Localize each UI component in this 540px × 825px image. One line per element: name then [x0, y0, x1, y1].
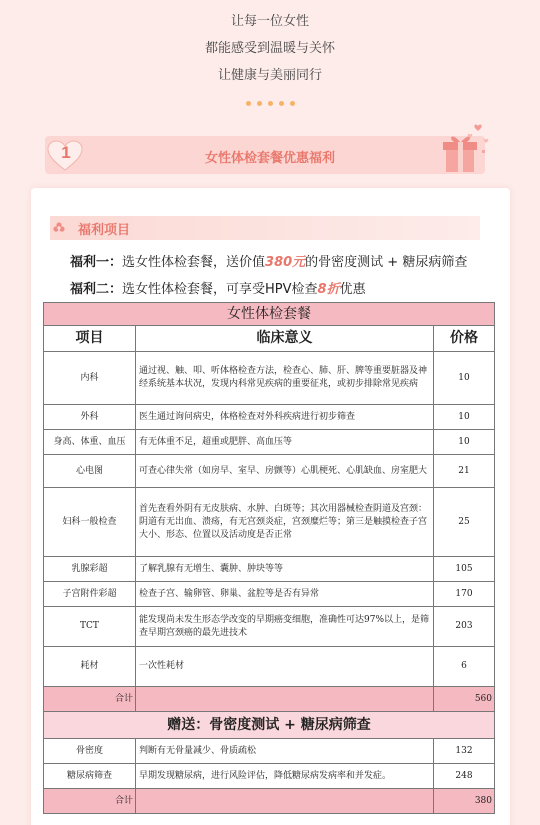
intro-line-1: 让每一位女性 [230, 14, 309, 29]
benefit-2-text-post: 优惠 [339, 282, 366, 297]
gift-box-icon [440, 118, 492, 174]
table-row [44, 352, 495, 405]
row-item: 身高、体重、血压 [44, 430, 136, 455]
row-meaning: 可查心律失常（如房早、室早、房颤等）心肌梗死、心肌缺血、房室肥大 [136, 455, 434, 488]
col-header-meaning: 临床意义 [136, 326, 434, 352]
row-meaning: 通过视、触、叩、听体格检查方法，检查心、肺、肝、脾等重要脏器及神经系统基本状况，发现内科常见疾病的重要征兆，或初步排除常见疾病 [136, 352, 434, 405]
row-meaning: 医生通过询问病史，体格检查对外科疾病进行初步筛查 [136, 405, 434, 430]
row-price: 21 [434, 455, 495, 488]
gift-meaning: 判断有无骨量减少、骨质疏松 [136, 739, 434, 764]
benefit-1-value: 380元 [265, 255, 306, 270]
gift-price: 248 [434, 764, 495, 789]
gift-total-spacer [136, 789, 434, 814]
row-price: 203 [434, 607, 495, 647]
row-price: 10 [434, 352, 495, 405]
row-item: 耗材 [44, 647, 136, 687]
table-title: 女性体检套餐 [44, 303, 495, 326]
row-item: 乳腺彩超 [44, 557, 136, 582]
benefit-2-label: 福利二： [70, 282, 123, 297]
table-row [44, 488, 495, 557]
table-row [44, 430, 495, 455]
total-row [44, 687, 495, 712]
row-meaning: 了解乳腺有无增生、囊肿、肿块等等 [136, 557, 434, 582]
gift-item: 骨密度 [44, 739, 136, 764]
table-row [44, 607, 495, 647]
gift-total-value: 380 [434, 789, 495, 814]
table-row [44, 582, 495, 607]
col-header-item: 项目 [44, 326, 136, 352]
gift-row [44, 764, 495, 789]
gift-total-label: 合计 [44, 789, 136, 814]
intro-text [0, 0, 540, 105]
table-row [44, 647, 495, 687]
row-price: 25 [434, 488, 495, 557]
total-spacer [136, 687, 434, 712]
section-number: 1 [61, 143, 71, 162]
gift-title-row [44, 712, 495, 739]
table-row [44, 557, 495, 582]
checkup-package-table [43, 302, 495, 814]
table-header-row [44, 326, 495, 352]
row-meaning: 一次性耗材 [136, 647, 434, 687]
row-item: 妇科一般检查 [44, 488, 136, 557]
intro-line-2: 都能感受到温暖与关怀 [204, 41, 335, 56]
row-price: 170 [434, 582, 495, 607]
table-row [44, 405, 495, 430]
gift-row [44, 739, 495, 764]
table-title-row [44, 303, 495, 326]
total-label: 合计 [44, 687, 136, 712]
row-meaning: 有无体重不足，超重或肥胖、高血压等 [136, 430, 434, 455]
gift-total-row [44, 789, 495, 814]
benefit-2-text-pre: 选女性体检套餐，可享受HPV检查 [122, 282, 318, 297]
benefit-1-text-post: 的骨密度测试 + 糖尿病筛查 [305, 255, 468, 270]
col-header-price: 价格 [434, 326, 495, 352]
row-item: TCT [44, 607, 136, 647]
gift-item: 糖尿病筛查 [44, 764, 136, 789]
row-price: 105 [434, 557, 495, 582]
row-item: 内科 [44, 352, 136, 405]
row-price: 6 [434, 647, 495, 687]
benefit-1-label: 福利一： [70, 255, 123, 270]
row-item: 外科 [44, 405, 136, 430]
intro-line-3: 让健康与美丽同行 [217, 68, 322, 83]
row-item: 子宫附件彩超 [44, 582, 136, 607]
benefit-2 [70, 278, 366, 297]
benefit-2-value: 8折 [317, 282, 340, 297]
benefit-1-text-pre: 选女性体检套餐，送价值 [122, 255, 266, 270]
benefits-section-title: 福利项目 [78, 223, 131, 238]
row-meaning: 能发现尚未发生形态学改变的早期癌变细胞，准确性可达97%以上，是筛查早期宫颈癌的最先进技术 [136, 607, 434, 647]
row-meaning: 首先查看外阴有无皮肤病、水肿、白斑等；其次用器械检查阴道及宫颈：阴道有无出血、溃疡，有无宫颈炎症，宫颈糜烂等；第三是触摸检查子宫大小、形态、位置以及活动度是否正常 [136, 488, 434, 557]
benefit-1 [70, 251, 467, 270]
row-item: 心电图 [44, 455, 136, 488]
banner-title: 女性体检套餐优惠福利 [204, 151, 335, 166]
row-price: 10 [434, 405, 495, 430]
flower-icon [53, 222, 65, 234]
total-value: 560 [434, 687, 495, 712]
row-meaning: 检查子宫、输卵管、卵巢、盆腔等是否有异常 [136, 582, 434, 607]
decorative-dots [0, 91, 540, 105]
gift-title: 赠送：骨密度测试 + 糖尿病筛查 [44, 712, 495, 739]
row-price: 10 [434, 430, 495, 455]
table-row [44, 455, 495, 488]
gift-price: 132 [434, 739, 495, 764]
gift-meaning: 早期发现糖尿病，进行风险评估，降低糖尿病发病率和并发症。 [136, 764, 434, 789]
